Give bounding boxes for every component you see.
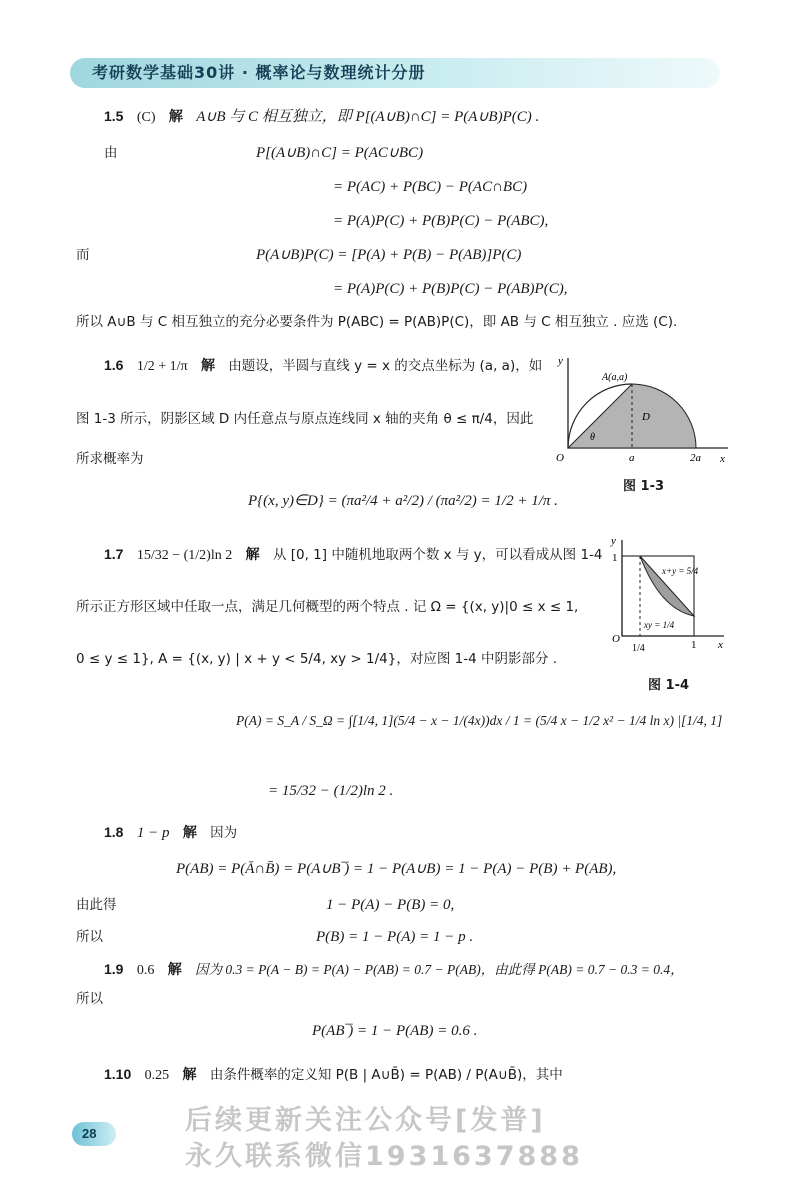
figure-caption: 图 1-3 (623, 479, 665, 494)
answer: 0.6 (136, 963, 155, 978)
answer: 1 − p (136, 825, 170, 841)
figure-1-3 (550, 352, 740, 467)
result: = 15/32 − (1/2)ln 2 . (268, 783, 394, 799)
equation: P(A∪B)P(C) = [P(A) + P(B) − P(AB)]P(C) (256, 247, 522, 263)
answer: 15/32 − (1/2)ln 2 (136, 548, 233, 563)
text-line: 因为 (210, 825, 238, 841)
problem-1-8 (104, 823, 237, 842)
equation: P[(A∪B)∩C] = P(AC∪BC) (256, 145, 424, 161)
solution-label: 解 (245, 547, 260, 563)
text-line: 图 1-3 所示，阴影区域 D 内任意点与原点连线同 x 轴的夹角 θ ≤ π/4，因此 (76, 411, 534, 427)
page-number: 28 (72, 1122, 116, 1146)
tick-label: 1/4 (632, 643, 645, 654)
region-label: D (642, 411, 650, 423)
figure-1-4 (600, 534, 730, 659)
axis-label: x (718, 639, 723, 651)
text-line: 由条件概率的定义知 P(B | A∪B̄) = P(AB) / P(A∪B̄)，其中 (209, 1067, 563, 1083)
angle-label: θ (590, 432, 595, 443)
equation: P(AB ̅) = 1 − P(AB) = 0.6 . (312, 1023, 478, 1039)
axis-label: y (558, 355, 563, 367)
axis-label: y (611, 535, 616, 547)
word-er: 而 (76, 247, 90, 263)
line-label: x+y = 5/4 (662, 566, 699, 576)
probability-formula: P(A) = S_A / S_Ω = ∫[1/4, 1](5/4 − x − 1/(4x))dx / 1 = (5/4 x − 1/2 x² − 1/4 ln x) |[1/4, 1] (236, 713, 723, 728)
answer: 1/2 + 1/π (136, 359, 188, 374)
equation: P(B) = 1 − P(A) = 1 − p . (316, 929, 474, 945)
problem-number: 1.10 (104, 1066, 132, 1082)
answer: (C) (136, 110, 156, 125)
statement: A∪B 与 C 相互独立，即 P[(A∪B)∩C] = P(A∪B)P(C) . (196, 109, 540, 125)
problem-1-6 (104, 356, 542, 376)
watermark: 后续更新关注公众号[发普] (185, 1105, 546, 1136)
problem-1-7 (104, 545, 603, 565)
problem-number: 1.6 (104, 357, 124, 373)
conclusion: 所以 A∪B 与 C 相互独立的充分必要条件为 P(ABC) = P(AB)P(C)，即 AB 与 C 相互独立 . 应选 (C). (76, 314, 678, 330)
shaded-region (640, 556, 694, 616)
point-label: A(a,a) (602, 372, 628, 383)
tick-label: a (629, 452, 635, 464)
problem-1-10 (104, 1065, 563, 1085)
problem-number: 1.9 (104, 961, 124, 977)
solution-label: 解 (167, 962, 182, 978)
text-line: 0 ≤ y ≤ 1}, A = {(x, y) | x + y < 5/4, xy > 1/4}，对应图 1-4 中阴影部分 . (76, 651, 558, 667)
watermark: 永久联系微信1931637888 (185, 1141, 583, 1172)
equation: 1 − P(A) − P(B) = 0, (326, 897, 455, 913)
equation: = P(A)P(C) + P(B)P(C) − P(AB)P(C), (333, 281, 568, 297)
axis-label: x (720, 453, 725, 465)
curve-label: xy = 1/4 (644, 620, 675, 630)
equation: P(AB) = P(Ā∩B̄) = P(A∪B ̅) = 1 − P(A∪B) = 1 − P(A) − P(B) + P(AB), (176, 861, 617, 877)
text-line: 因为 0.3 = P(A − B) = P(A) − P(AB) = 0.7 − P(AB)，由此得 P(AB) = 0.7 − 0.3 = 0.4， (195, 962, 684, 977)
tick-label: 1 (691, 639, 697, 651)
solution-label: 解 (182, 825, 197, 841)
word-you: 由 (104, 145, 118, 161)
text-line: 由此得 (76, 897, 117, 913)
text-line: 所以 (76, 929, 103, 945)
text-line: 所示正方形区域中任取一点，满足几何概型的两个特点 . 记 Ω = {(x, y)|0 ≤ x ≤ 1, (76, 599, 579, 615)
probability-formula: P{(x, y)∈D} = (πa²/4 + a²/2) / (πa²/2) = 1/2 + 1/π . (248, 493, 558, 509)
origin-label: O (556, 452, 564, 464)
equation: = P(A)P(C) + P(B)P(C) − P(ABC), (333, 213, 549, 229)
problem-1-9 (104, 960, 684, 980)
tick-label: 2a (690, 452, 701, 464)
text-line: 所求概率为 (76, 451, 144, 467)
text-line: 所以 (76, 991, 103, 1007)
tick-label: 1 (612, 552, 618, 564)
answer: 0.25 (144, 1068, 170, 1083)
solution-label: 解 (168, 109, 183, 125)
book-title: 考研数学基础30讲 · 概率论与数理统计分册 (92, 63, 426, 82)
text-line: 由题设，半圆与直线 y = x 的交点坐标为 (a, a)，如 (228, 358, 543, 374)
problem-1-5 (104, 107, 539, 127)
problem-number: 1.5 (104, 108, 124, 124)
figure-caption: 图 1-4 (648, 678, 690, 693)
text-line: 从 [0, 1] 中随机地取两个数 x 与 y，可以看成从图 1-4 (272, 547, 603, 563)
equation: = P(AC) + P(BC) − P(AC∩BC) (333, 179, 528, 195)
solution-label: 解 (182, 1067, 197, 1083)
problem-number: 1.8 (104, 824, 124, 840)
origin-label: O (612, 633, 620, 645)
problem-number: 1.7 (104, 546, 124, 562)
solution-label: 解 (200, 358, 215, 374)
